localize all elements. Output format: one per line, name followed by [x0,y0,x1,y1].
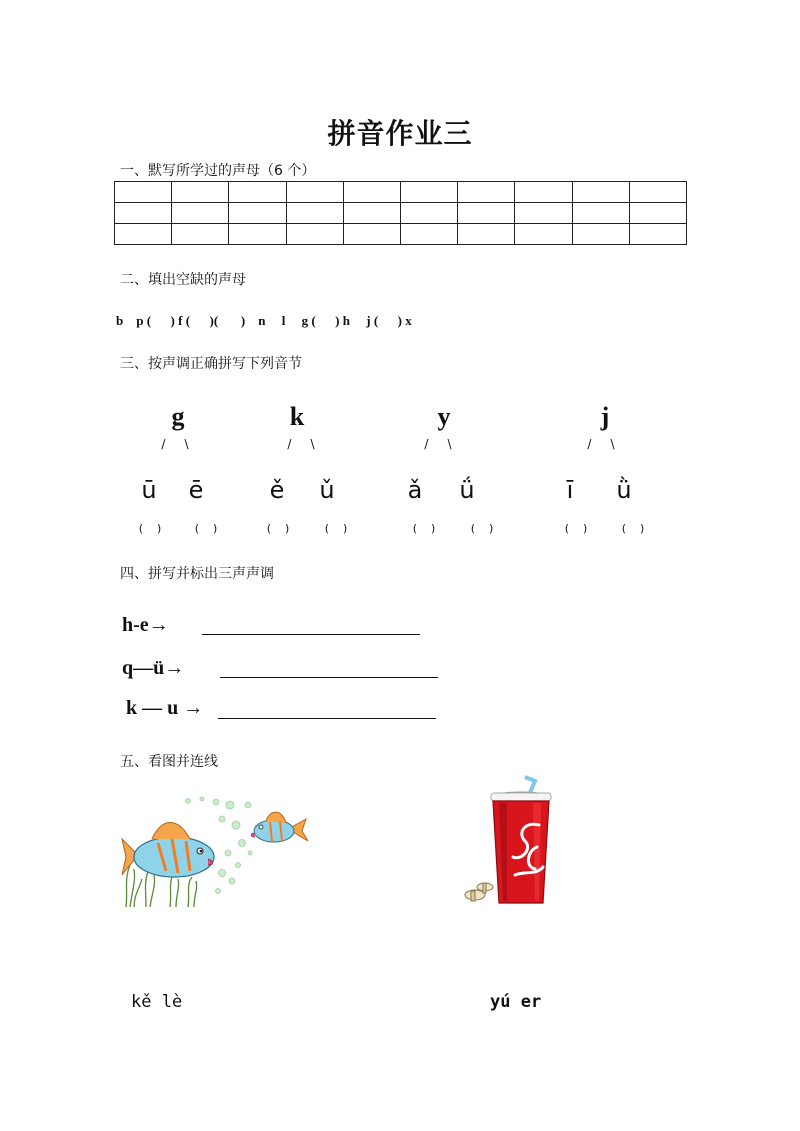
branch-lines: / \ [587,437,615,451]
section4-heading: 四、拼写并标出三声声调 [120,566,274,582]
grid-cell[interactable] [400,224,457,245]
pinyin-word-kele[interactable]: kě lè [131,992,183,1012]
big-fish [122,823,214,878]
grid-cell[interactable] [572,203,629,224]
grid-cell[interactable] [172,203,229,224]
section3-heading: 三、按声调正确拼写下列音节 [120,356,302,372]
vowel: ǎ [407,476,423,504]
grid-cell[interactable] [629,224,686,245]
branch-lines: / \ [287,437,315,451]
answer-blank[interactable]: ( ) [266,522,290,535]
grid-cell[interactable] [229,203,286,224]
spell-row-ku: k — u → [126,697,204,719]
grid-cell[interactable] [572,182,629,203]
grid-cell[interactable] [172,224,229,245]
grid-cell[interactable] [458,182,515,203]
grid-row [115,203,687,224]
vowel: ǜ [616,476,632,504]
grid-cell[interactable] [515,203,572,224]
grid-cell[interactable] [286,203,343,224]
answer-line[interactable] [218,718,436,719]
grid-cell[interactable] [458,224,515,245]
page-title: 拼音作业三 [327,117,473,150]
section1-heading: 一、默写所学过的声母（6 个） [120,163,316,179]
fill-initials-sequence[interactable]: b p ( ) f ( )( ) n l g ( ) h j ( ) x [116,313,412,328]
answer-blank[interactable]: ( ) [470,522,494,535]
grid-cell[interactable] [458,203,515,224]
answer-blank[interactable]: ( ) [324,522,348,535]
section2-heading: 二、填出空缺的声母 [120,272,246,288]
small-fish [251,812,308,842]
initial-k: k [289,402,305,431]
answer-blank[interactable]: ( ) [564,522,588,535]
grid-cell[interactable] [515,182,572,203]
grid-row [115,224,687,245]
cola-cup-illustration[interactable] [455,775,565,910]
grid-cell[interactable] [115,224,172,245]
vowel: ū [141,476,157,504]
initial-j: j [600,402,610,431]
spell-row-he: h-e→ [122,614,169,636]
initial-g: g [171,402,185,431]
answer-line[interactable] [202,634,420,635]
grid-cell[interactable] [286,224,343,245]
branch-lines: / \ [161,437,189,451]
grid-cell[interactable] [343,224,400,245]
grid-cell[interactable] [343,182,400,203]
section5-heading: 五、看图并连线 [120,754,218,770]
grid-cell[interactable] [115,203,172,224]
shells-decoration [465,883,493,901]
grid-row [115,182,687,203]
pinyin-word-yuer[interactable]: yú er [490,992,542,1012]
grid-cell[interactable] [115,182,172,203]
grid-cell[interactable] [572,224,629,245]
answer-line[interactable] [220,677,438,678]
answer-blank[interactable]: ( ) [412,522,436,535]
vowel: ǘ [459,476,475,504]
answer-blank[interactable]: ( ) [138,522,162,535]
grid-cell[interactable] [172,182,229,203]
grid-cell[interactable] [229,182,286,203]
vowel: ě [269,476,285,504]
answer-blank[interactable]: ( ) [621,522,645,535]
grid-cell[interactable] [515,224,572,245]
grid-cell[interactable] [629,182,686,203]
initial-y: y [437,402,451,431]
grid-cell[interactable] [343,203,400,224]
answer-blank[interactable]: ( ) [194,522,218,535]
branch-lines: / \ [424,437,452,451]
grid-cell[interactable] [229,224,286,245]
vowel: ē [188,476,204,504]
vowel: ī [566,476,574,504]
fish-illustration[interactable] [118,795,314,913]
grid-cell[interactable] [400,182,457,203]
initials-grid [114,181,687,245]
spell-row-qu: q—ü→ [122,657,185,679]
grid-cell[interactable] [629,203,686,224]
grid-cell[interactable] [400,203,457,224]
vowel: ǔ [319,476,335,504]
grid-cell[interactable] [286,182,343,203]
